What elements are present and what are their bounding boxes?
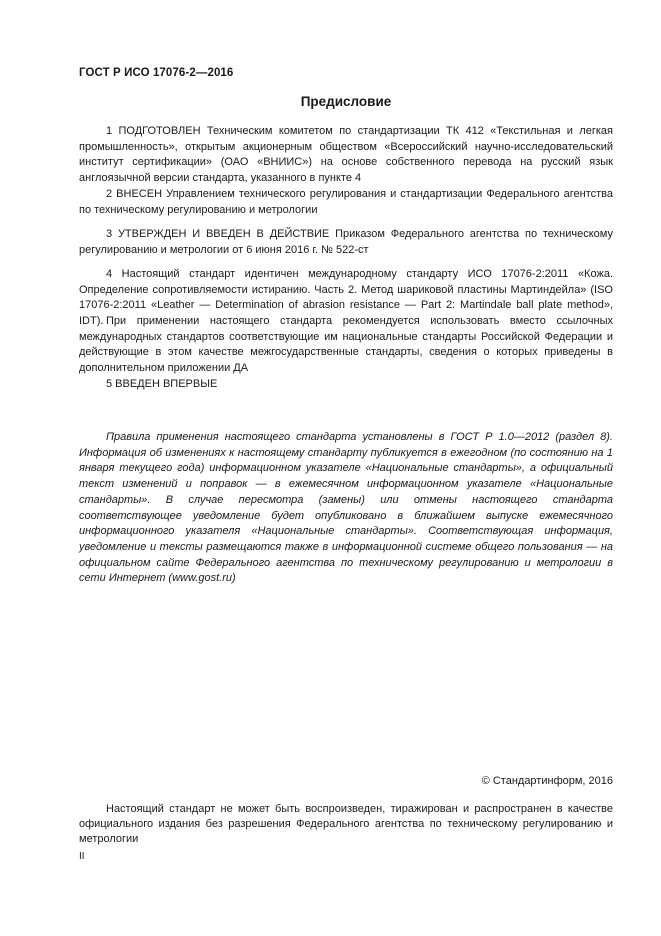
paragraph-4-note: При применении настоящего стандарта рекомендуется использовать вместо ссылочных международных стандартов соответствующие им национальные стандарты Российской Федерации и действующие в этом качестве межгосударственные стандарты, сведения о которых приведены в дополнительном приложении ДА (79, 315, 613, 375)
paragraph-2-introduced: 2 ВНЕСЕН Управлением технического регулирования и стандартизации Федерального агентства по техническому регулированию и метрологии (79, 188, 613, 216)
paragraph-4-identical: 4 Настоящий стандарт идентичен международному стандарту ИСО 17076-2:2011 «Кожа. Определение сопротивляемости истиранию. Часть 2. Метод шариковой пластины Мартиндейла» (ISO 17076-2:2011 «Leather — Determination of abrasion resistance — Part 2: Martindale ball plate method», IDT). (79, 268, 613, 328)
application-rules-notice: Правила применения настоящего стандарта установлены в ГОСТ Р 1.0—2012 (раздел 8). Информация об изменениях к настоящему стандарту публикуется в ежегодном (по состоянию на 1 января текущего года) информационном указателе «Национальные стандарты», а официальный текст изменений и поправок — в ежемесячном информационном указателе «Национальные стандарты». В случае пересмотра (замены) или отмены настоящего стандарта соответствующее уведомление будет опубликовано в ближайшем выпуске ежемесячного информационного указателя «Национальные стандарты». Соответствующая информация, уведомление и тексты размещаются также в информационной системе общего пользования — на официальном сайте Федерального агентства по техническому регулированию и метрологии в сети Интернет (www.gost.ru) (79, 431, 613, 585)
standard-code: ГОСТ Р ИСО 17076-2—2016 (79, 67, 234, 79)
page-number: II (79, 851, 85, 862)
page-title: Предисловие (300, 94, 392, 109)
paragraph-1-prepared: 1 ПОДГОТОВЛЕН Техническим комитетом по стандартизации ТК 412 «Текстильная и легкая промышленность», открытым акционерным обществом «Всероссийский научно-исследовательский институт сертификации» (ОАО «ВНИИС») на основе собственного перевода на русский язык англоязычной версии стандарта, указанного в пункте 4 (79, 125, 613, 185)
copyright: © Стандартинформ, 2016 (481, 775, 613, 787)
paragraph-5-first-introduced: 5 ВВЕДЕН ВПЕРВЫЕ (106, 378, 218, 390)
paragraph-3-approved: 3 УТВЕРЖДЕН И ВВЕДЕН В ДЕЙСТВИЕ Приказом Федерального агентства по техническому регулированию и метрологии от 6 июня 2016 г. № 522-ст (79, 228, 613, 256)
reproduction-notice: Настоящий стандарт не может быть воспроизведен, тиражирован и распространен в качестве официального издания без разрешения Федерального агентства по техническому регулированию и метрологии (79, 803, 613, 846)
